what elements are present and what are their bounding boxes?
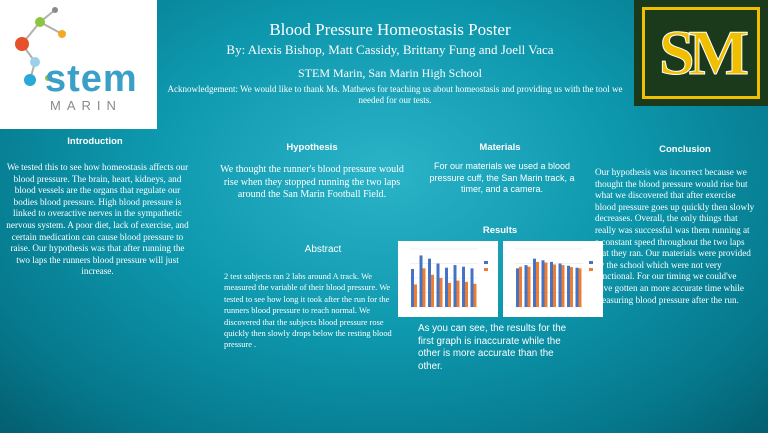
chart-bar	[542, 260, 545, 307]
poster-school: STEM Marin, San Marin High School	[298, 66, 482, 80]
abstract-body: 2 test subjects ran 2 labs around A track. We measured the variable of their blood pressure. We tested to see how long it took after the run for the runners blood pressure to reach normal. We discovered that the subjects blood pressure rose quickly then slowly drops below the resting blood pressure .	[224, 272, 392, 350]
chart-bar	[527, 267, 530, 307]
chart-bar	[411, 269, 414, 307]
chart-bar	[471, 268, 474, 307]
chart-bar	[456, 281, 459, 307]
abstract-heading: Abstract	[304, 244, 342, 255]
marin-logo-word: MARIN	[50, 98, 122, 113]
chart-bar	[414, 284, 417, 307]
chart-bar	[473, 284, 476, 307]
materials-body: For our materials we used a blood pressure cuff, the San Marin track, a timer, and a camera.	[429, 161, 575, 194]
chart-bar	[578, 268, 581, 307]
chart-bar	[525, 265, 528, 307]
introduction-heading: Introduction	[67, 136, 123, 147]
chart-bar	[550, 262, 553, 307]
chart-bar	[570, 267, 573, 307]
chart-legend-swatch	[484, 261, 488, 264]
chart-bar	[422, 268, 425, 307]
chart-bar	[445, 268, 448, 307]
chart-bar	[533, 259, 536, 307]
chart-bar	[576, 268, 579, 307]
chart-bar	[437, 264, 440, 308]
chart-legend-swatch	[484, 268, 488, 271]
materials-heading: Materials	[479, 142, 521, 153]
bar-chart-2	[503, 241, 603, 317]
chart-bar	[428, 259, 431, 307]
chart-bar	[439, 278, 442, 307]
stem-marin-logo	[0, 0, 157, 129]
stem-logo-word: stem	[45, 58, 138, 100]
chart-bar	[431, 275, 434, 307]
chart-bar	[561, 265, 564, 307]
bar-chart-1	[398, 241, 498, 317]
chart-bar	[536, 262, 539, 307]
chart-bar	[465, 282, 468, 307]
chart-bar	[516, 268, 519, 307]
chart-bar	[420, 255, 423, 307]
chart-bar	[567, 266, 570, 307]
chart-bar	[544, 263, 547, 307]
hypothesis-body: We thought the runner's blood pressure would rise when they stopped running the two laps around the San Marin Football Field.	[220, 164, 404, 200]
poster-authors: By: Alexis Bishop, Matt Cassidy, Brittany Fung and Joell Vaca	[226, 42, 554, 57]
chart-bar	[448, 283, 451, 307]
results-chart-1	[398, 241, 498, 317]
chart-bar	[462, 267, 465, 307]
chart-bar	[559, 264, 562, 308]
chart-bar	[519, 267, 522, 307]
results-heading: Results	[482, 225, 518, 236]
sm-logo-letters: SM	[659, 17, 743, 88]
introduction-body: We tested this to see how homeostasis affects our blood pressure. The brain, heart, kidneys, and blood vessels are the organs that regulate our bodies blood pressure. High blood pressure is linked to overactive nerves in the sympathetic nervous system. A poor diet, lack of exercise, and certain medication can cause blood pressure to raise. Our hypothesis was that after running the two laps the runners blood pressure will just increase.	[6, 162, 189, 277]
sm-school-logo	[634, 0, 768, 106]
chart-legend-swatch	[589, 261, 593, 264]
chart-legend-swatch	[589, 268, 593, 271]
poster-title: Blood Pressure Homeostasis Poster	[269, 20, 511, 39]
conclusion-body: Our hypothesis was incorrect because we thought the blood pressure would rise but what we discovered that after exercise blood pressure goes up quickly then slowly decreases. Overall, the only things that really was successful was them running at a constant speed throughout the two laps that they ran. Our materials were provided by the school which were not very functional. For our timing we could've have gotten an more accurate time while measuring blood pressure after the run.	[595, 167, 755, 305]
results-charts	[398, 241, 603, 317]
chart-bar	[553, 264, 556, 307]
results-body: As you can see, the results for the first graph is inaccurate while the other is more accurate than the other.	[418, 323, 567, 372]
hypothesis-heading: Hypothesis	[286, 142, 338, 153]
chart-bar	[454, 265, 457, 307]
poster-acknowledgement: Acknowledgement: We would like to thank Ms. Mathews for teaching us about homeostasis and providing us with the tool we needed for our tests.	[167, 84, 623, 105]
conclusion-heading: Conclusion	[659, 144, 711, 155]
results-chart-2	[503, 241, 603, 317]
